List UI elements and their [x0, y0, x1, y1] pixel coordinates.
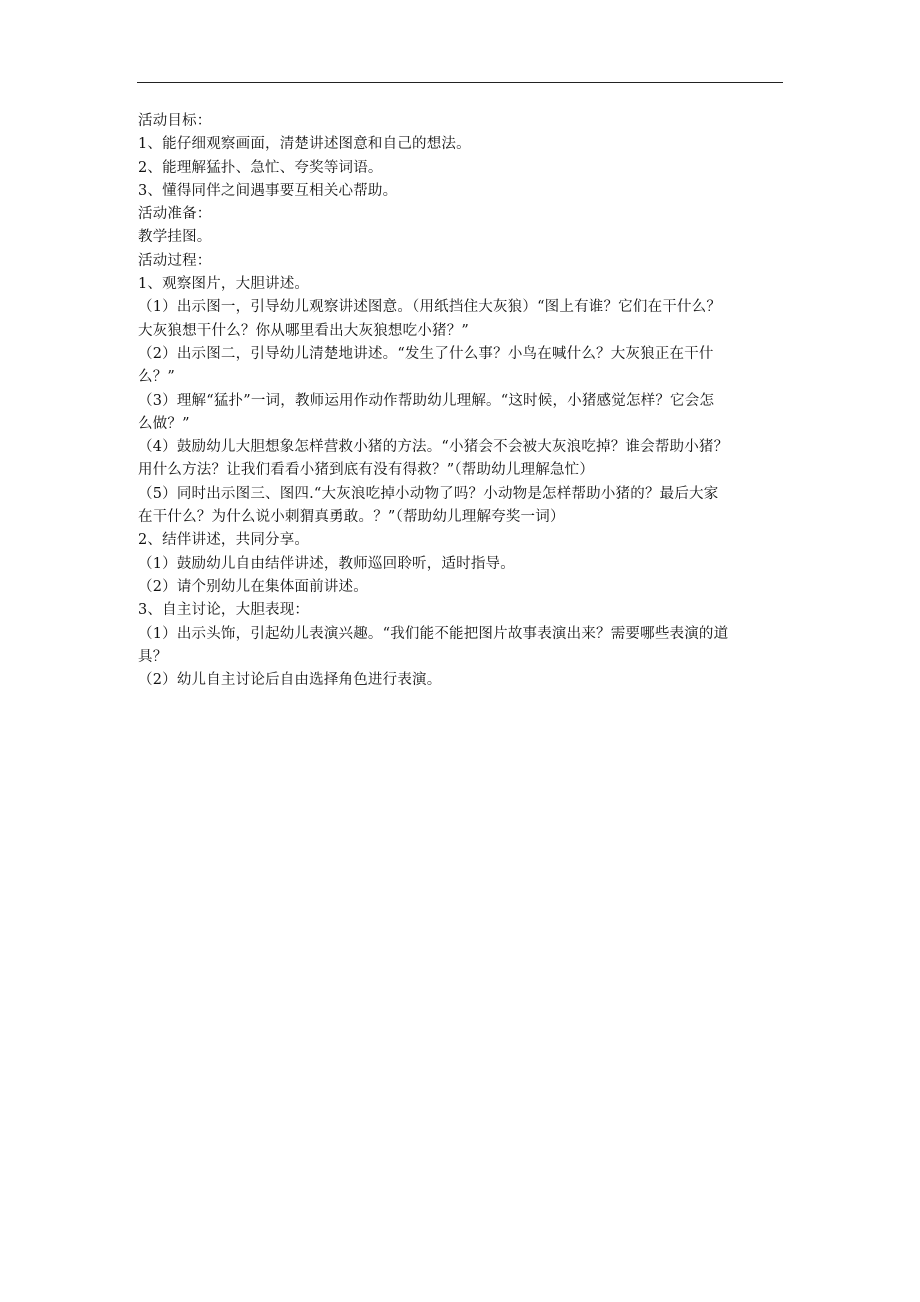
process-step-2-1: （1）鼓励幼儿自由结伴讲述，教师巡回聆听，适时指导。 [138, 555, 515, 572]
goal-item-3: 3、懂得同伴之间遇事要互相关心帮助。 [138, 182, 398, 199]
process-step-3-1-line-2: 具？ [138, 648, 168, 665]
process-step-3-1-line-1: （1）出示头饰，引起幼儿表演兴趣。“我们能不能把图片故事表演出来？需要哪些表演的道 [138, 625, 729, 642]
process-step-1-heading: 1、观察图片，大胆讲述。 [138, 276, 310, 293]
document-body [138, 110, 786, 692]
process-step-3-2: （2）幼儿自主讨论后自由选择角色进行表演。 [138, 672, 442, 689]
section-heading-goals: 活动目标： [138, 113, 212, 129]
process-step-1-2-line-1: （2）出示图二，引导幼儿清楚地讲述。“发生了什么事？小鸟在喊什么？大灰狼正在干什 [138, 345, 714, 362]
process-step-1-3-line-2: 么做？” [138, 415, 190, 432]
preparation-item: 教学挂图。 [138, 229, 212, 246]
process-step-3-heading: 3、自主讨论，大胆表现： [138, 602, 310, 619]
header-rule [137, 82, 783, 83]
process-step-1-5-line-2: 在干什么？为什么说小刺猬真勇敢。？”（帮助幼儿理解夸奖一词） [138, 509, 565, 526]
goal-item-2: 2、能理解猛扑、急忙、夸奖等词语。 [138, 159, 383, 176]
process-step-1-5-line-1: （5）同时出示图三、图四.“大灰浪吃掉小动物了吗？小动物是怎样帮助小猪的？最后大家 [138, 485, 719, 502]
process-step-2-2: （2）请个别幼儿在集体面前讲述。 [138, 578, 368, 595]
process-step-1-3-line-1: （3）理解“猛扑”一词，教师运用作动作帮助幼儿理解。“这时候，小猪感觉怎样？它会怎 [138, 392, 715, 409]
process-step-1-1-line-2: 大灰狼想干什么？你从哪里看出大灰狼想吃小猪？” [138, 322, 470, 339]
process-step-1-2-line-2: 么？” [138, 369, 176, 386]
process-step-1-4-line-2: 用什么方法？让我们看看小猪到底有没有得救？”（帮助幼儿理解急忙） [138, 462, 595, 479]
section-heading-preparation: 活动准备： [138, 206, 212, 223]
process-step-1-4-line-1: （4）鼓励幼儿大胆想象怎样营救小猪的方法。“小猪会不会被大灰浪吃掉？谁会帮助小猪？ [138, 439, 729, 456]
goal-item-1: 1、能仔细观察画面，清楚讲述图意和自己的想法。 [138, 136, 471, 153]
process-step-1-1-line-1: （1）出示图一，引导幼儿观察讲述图意。（用纸挡住大灰狼）“图上有谁？它们在干什么？ [138, 299, 722, 316]
process-step-2-heading: 2、结伴讲述，共同分享。 [138, 532, 310, 549]
section-heading-process: 活动过程： [138, 252, 212, 269]
